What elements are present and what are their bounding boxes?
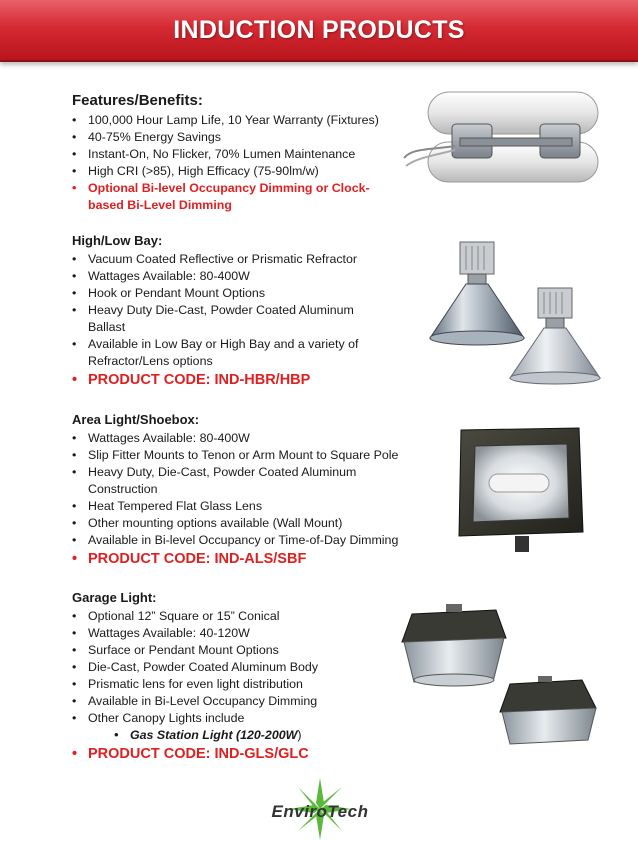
list-item: • Wattages Available: 80-400W [72, 430, 422, 447]
area-title: Area Light/Shoebox: [72, 412, 200, 427]
list-item: • Optional 12” Square or 15” Conical [72, 608, 392, 625]
high-bay-image [420, 238, 625, 388]
logo-text: EnviroTech [271, 802, 369, 821]
list-item: • High CRI (>85), High Efficacy (75-90lm/w) [72, 163, 402, 180]
area-section [72, 412, 422, 569]
list-item: • Instant-On, No Flicker, 70% Lumen Maintenance [72, 146, 402, 163]
list-item: • Wattages Available: 80-400W [72, 268, 372, 285]
list-item: • Heavy Duty, Die-Cast, Powder Coated Aluminum Construction [72, 464, 378, 498]
highbay-section [72, 233, 372, 390]
list-item: • Hook or Pendant Mount Options [72, 285, 372, 302]
gas-station-close: ) [297, 728, 302, 742]
list-item: • Other Canopy Lights include [72, 710, 392, 727]
gas-station-label: Gas Station Light (120-200W [130, 728, 298, 742]
area-list [72, 430, 422, 569]
list-item: • Wattages Available: 40-120W [72, 625, 392, 642]
list-item: • Available in Bi-Level Occupancy Dimming [72, 693, 392, 710]
list-item: • Other mounting options available (Wall Mount) [72, 515, 422, 532]
highbay-title: High/Low Bay: [72, 233, 163, 248]
features-list [72, 112, 402, 214]
product-code: • PRODUCT CODE: IND-GLS/GLC [72, 744, 392, 764]
list-item: • Die-Cast, Powder Coated Aluminum Body [72, 659, 392, 676]
product-code: • PRODUCT CODE: IND-ALS/SBF [72, 549, 422, 569]
features-section [72, 92, 402, 214]
garage-light-image [398, 600, 628, 755]
gas-station-item [72, 727, 392, 744]
envirotech-logo [245, 778, 395, 840]
highbay-list [72, 251, 372, 390]
list-item: • Slip Fitter Mounts to Tenon or Arm Mount to Square Pole [72, 447, 422, 464]
features-title: Features/Benefits: [72, 92, 203, 109]
garage-title: Garage Light: [72, 590, 157, 605]
product-code: • PRODUCT CODE: IND-HBR/HBP [72, 370, 372, 390]
list-item: • 100,000 Hour Lamp Life, 10 Year Warranty (Fixtures) [72, 112, 402, 129]
list-item: • Heavy Duty Die-Cast, Powder Coated Aluminum Ballast [72, 302, 372, 336]
list-item: • Prismatic lens for even light distribution [72, 676, 392, 693]
list-item: • Available in Low Bay or High Bay and a variety of Refractor/Lens options [72, 336, 372, 370]
shoebox-light-image [455, 426, 590, 556]
list-item: • Available in Bi-level Occupancy or Time-of-Day Dimming [72, 532, 422, 549]
list-item: • Surface or Pendant Mount Options [72, 642, 392, 659]
dimming-highlight: • Optional Bi-level Occupancy Dimming or Clock-based Bi-Level Dimming [72, 180, 388, 214]
garage-section [72, 590, 392, 764]
list-item: • Vacuum Coated Reflective or Prismatic Refractor [72, 251, 372, 268]
list-item: • Heat Tempered Flat Glass Lens [72, 498, 422, 515]
garage-list [72, 608, 392, 764]
header-banner [0, 0, 638, 62]
list-item: • 40-75% Energy Savings [72, 129, 402, 146]
induction-lamp-image [400, 88, 620, 198]
page-title: INDUCTION PRODUCTS [173, 15, 465, 44]
